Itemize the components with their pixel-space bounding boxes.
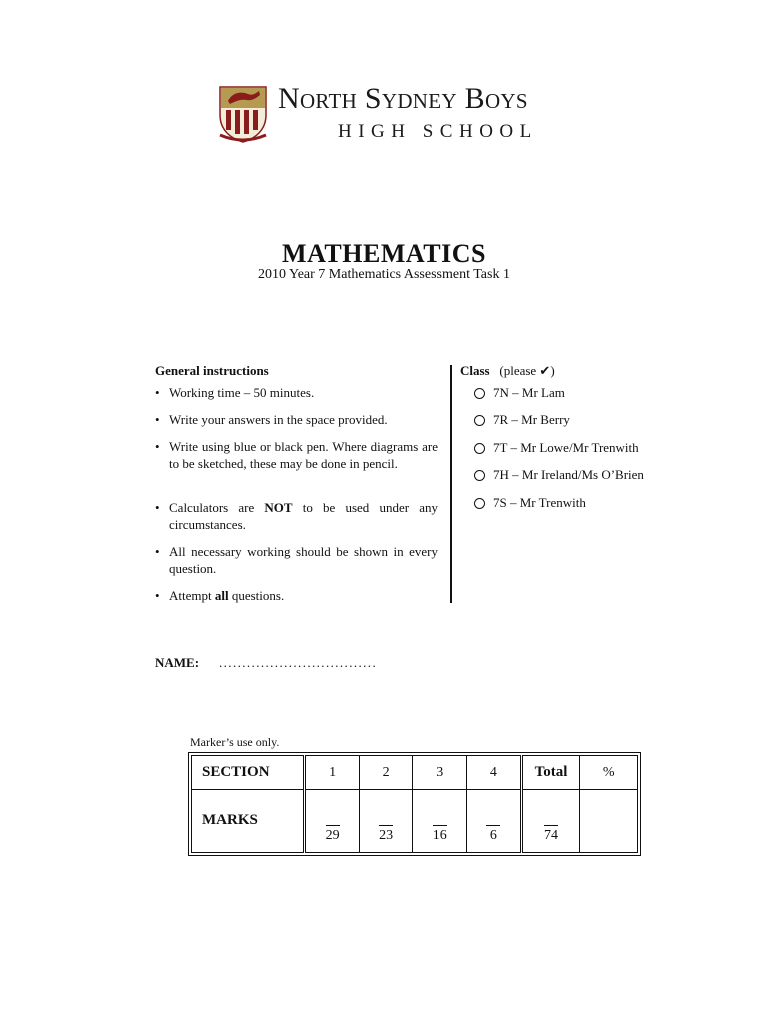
radio-circle-icon[interactable] bbox=[474, 415, 485, 426]
class-option-7n[interactable] bbox=[474, 385, 565, 401]
marks-label: MARKS bbox=[192, 790, 305, 853]
instruction-item: • Attempt all questions. bbox=[155, 588, 285, 603]
class-option-label: 7N – Mr Lam bbox=[493, 385, 565, 400]
section-label: SECTION bbox=[192, 756, 305, 790]
section-number: 3 bbox=[413, 756, 467, 790]
school-crest-icon bbox=[218, 85, 268, 143]
max-marks: 29 bbox=[326, 825, 340, 844]
class-option-label: 7T – Mr Lowe/Mr Trenwith bbox=[493, 440, 639, 455]
section-number: 1 bbox=[305, 756, 360, 790]
section-number: 2 bbox=[359, 756, 413, 790]
instruction-item: • Write using blue or black pen. Where diagrams are to be sketched, these may be done in pencil. bbox=[155, 439, 438, 471]
class-option-label: 7H – Mr Ireland/Ms O’Brien bbox=[493, 467, 644, 482]
instruction-item: • All necessary working should be shown in every question. bbox=[155, 544, 438, 576]
marks-cell[interactable] bbox=[305, 790, 360, 853]
page-title: MATHEMATICS bbox=[282, 239, 486, 268]
page-subtitle: 2010 Year 7 Mathematics Assessment Task 1 bbox=[258, 267, 510, 282]
class-option-7s[interactable] bbox=[474, 495, 586, 511]
instruction-item: • Calculators are NOT to be used under any circumstances. bbox=[155, 500, 438, 532]
max-marks: 23 bbox=[379, 825, 393, 844]
radio-circle-icon[interactable] bbox=[474, 388, 485, 399]
school-subtitle: HIGH SCHOOL bbox=[338, 121, 538, 142]
marks-cell[interactable] bbox=[413, 790, 467, 853]
radio-circle-icon[interactable] bbox=[474, 470, 485, 481]
total-max-marks: 74 bbox=[544, 825, 558, 844]
total-header: Total bbox=[521, 756, 580, 790]
percent-cell[interactable] bbox=[580, 790, 638, 853]
name-label: NAME: bbox=[155, 655, 200, 670]
school-name: North Sydney Boys bbox=[278, 82, 528, 115]
percent-header: % bbox=[580, 756, 638, 790]
total-marks-cell[interactable] bbox=[521, 790, 580, 853]
class-option-label: 7R – Mr Berry bbox=[493, 412, 570, 427]
class-option-7r[interactable] bbox=[474, 412, 570, 428]
marker-table bbox=[188, 752, 641, 856]
instruction-item: • Write your answers in the space provided. bbox=[155, 412, 388, 427]
class-option-7t[interactable] bbox=[474, 440, 639, 456]
instructions-heading: General instructions bbox=[155, 363, 269, 378]
radio-circle-icon[interactable] bbox=[474, 498, 485, 509]
class-heading: Class (please ✔) bbox=[460, 363, 555, 378]
name-field[interactable]: .................................. bbox=[219, 655, 378, 670]
marks-cell[interactable] bbox=[467, 790, 522, 853]
max-marks: 16 bbox=[433, 825, 447, 844]
section-number: 4 bbox=[467, 756, 522, 790]
column-divider bbox=[450, 365, 452, 603]
instruction-item: • Working time – 50 minutes. bbox=[155, 385, 315, 400]
class-option-7h[interactable] bbox=[474, 467, 644, 483]
radio-circle-icon[interactable] bbox=[474, 443, 485, 454]
max-marks: 6 bbox=[486, 825, 500, 844]
marker-caption: Marker’s use only. bbox=[190, 735, 280, 749]
class-note: (please ✔) bbox=[499, 363, 555, 378]
marks-cell[interactable] bbox=[359, 790, 413, 853]
class-option-label: 7S – Mr Trenwith bbox=[493, 495, 586, 510]
